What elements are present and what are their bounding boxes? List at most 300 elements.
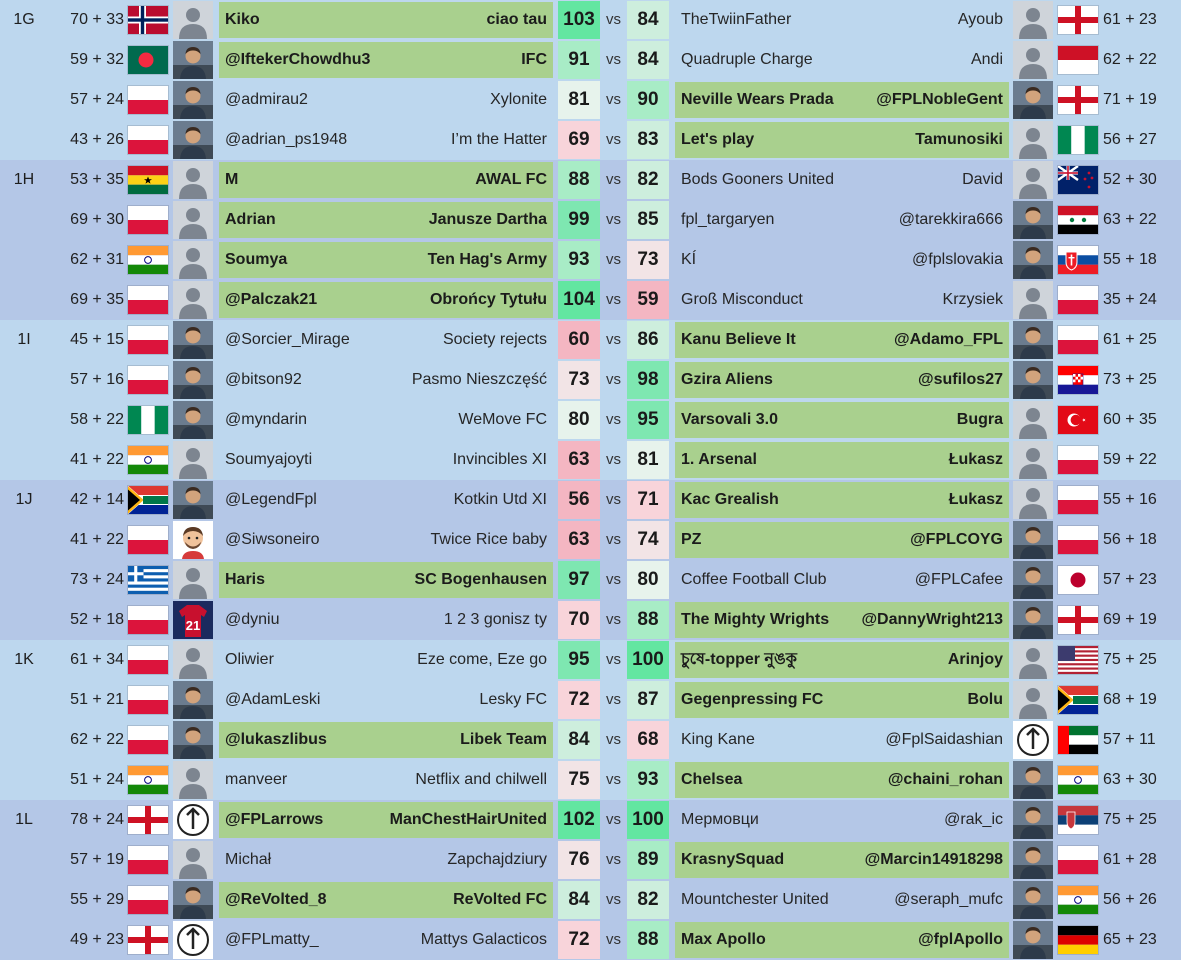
poland-flag-icon xyxy=(128,286,168,314)
default-avatar xyxy=(173,241,213,279)
left-team-cell[interactable] xyxy=(219,642,553,678)
left-team-cell[interactable] xyxy=(219,602,553,638)
right-team-name: KrasnySquad xyxy=(681,851,785,868)
match-row xyxy=(0,120,1181,160)
group-label: 1L xyxy=(15,811,33,828)
right-team-cell[interactable] xyxy=(675,162,1009,198)
right-manager-name: @rak_ic xyxy=(944,811,1003,828)
left-points: 58 + 22 xyxy=(70,411,124,428)
left-points: 51 + 21 xyxy=(70,691,124,708)
left-score: 75 xyxy=(558,761,600,799)
default-avatar xyxy=(173,641,213,679)
left-team-name: Obrońcy Tytułu xyxy=(429,291,547,308)
left-team-cell[interactable] xyxy=(219,122,553,158)
vs-label: vs xyxy=(606,171,621,188)
right-points: 61 + 23 xyxy=(1103,11,1157,28)
left-team-name: WeMove FC xyxy=(458,411,547,428)
right-team-cell[interactable] xyxy=(675,882,1009,918)
left-team-name: Libek Team xyxy=(460,731,547,748)
vs-label: vs xyxy=(606,731,621,748)
left-points: 61 + 34 xyxy=(70,651,124,668)
right-team-name: Quadruple Charge xyxy=(681,51,813,68)
vs-label: vs xyxy=(606,371,621,388)
left-score: 81 xyxy=(558,81,600,119)
right-manager-name: Łukasz xyxy=(948,451,1003,468)
photo-avatar xyxy=(1013,81,1053,119)
left-points: 57 + 24 xyxy=(70,91,124,108)
match-row xyxy=(0,480,1181,520)
germany-flag-icon xyxy=(1058,926,1098,954)
match-row xyxy=(0,680,1181,720)
right-manager-name: @tarekkira666 xyxy=(898,211,1003,228)
left-points: 57 + 19 xyxy=(70,851,124,868)
right-score: 85 xyxy=(627,201,669,239)
left-team-cell[interactable] xyxy=(219,842,553,878)
match-row xyxy=(0,0,1181,40)
default-avatar xyxy=(1013,1,1053,39)
poland-flag-icon xyxy=(128,886,168,914)
left-team-name: ManChestHairUnited xyxy=(389,811,547,828)
south-africa-flag-icon xyxy=(1058,686,1098,714)
right-manager-name: Łukasz xyxy=(948,491,1003,508)
right-team-cell[interactable] xyxy=(675,922,1009,958)
right-points: 61 + 28 xyxy=(1103,851,1157,868)
vs-label: vs xyxy=(606,851,621,868)
left-team-cell[interactable] xyxy=(219,522,553,558)
left-manager-name: @adrian_ps1948 xyxy=(225,131,348,148)
photo-avatar xyxy=(173,321,213,359)
vs-label: vs xyxy=(606,91,621,108)
group-label xyxy=(4,40,44,80)
left-team-cell[interactable] xyxy=(219,162,553,198)
left-team-cell[interactable] xyxy=(219,562,553,598)
poland-flag-icon xyxy=(128,86,168,114)
right-team-name: Varsovali 3.0 xyxy=(681,411,778,428)
left-team-cell[interactable] xyxy=(219,322,553,358)
poland-flag-icon xyxy=(1058,846,1098,874)
right-team-cell[interactable] xyxy=(675,562,1009,598)
right-score: 71 xyxy=(627,481,669,519)
right-team-name: Max Apollo xyxy=(681,931,766,948)
right-manager-name: @FPLCOYG xyxy=(910,531,1003,548)
left-team-cell[interactable] xyxy=(219,202,553,238)
right-points: 65 + 23 xyxy=(1103,931,1157,948)
logo-avatar xyxy=(173,801,213,839)
default-avatar xyxy=(1013,41,1053,79)
left-team-name: SC Bogenhausen xyxy=(414,571,547,588)
poland-flag-icon xyxy=(128,686,168,714)
group-label xyxy=(4,760,44,800)
right-points: 69 + 19 xyxy=(1103,611,1157,628)
photo-avatar xyxy=(1013,521,1053,559)
poland-flag-icon xyxy=(128,126,168,154)
right-team-name: Let's play xyxy=(681,131,755,148)
left-points: 69 + 35 xyxy=(70,291,124,308)
group-label xyxy=(4,520,44,560)
match-row xyxy=(0,320,1181,360)
norway-flag-icon xyxy=(128,6,168,34)
group-label xyxy=(4,360,44,400)
match-row xyxy=(0,520,1181,560)
default-avatar xyxy=(1013,441,1053,479)
right-team-name: fpl_targaryen xyxy=(681,211,775,228)
right-team-name: Kanu Believe It xyxy=(681,331,796,348)
photo-avatar xyxy=(1013,201,1053,239)
group-label xyxy=(4,440,44,480)
vs-label: vs xyxy=(606,491,621,508)
group-label xyxy=(4,120,44,160)
match-row xyxy=(0,880,1181,920)
left-score: 72 xyxy=(558,921,600,959)
default-avatar xyxy=(173,841,213,879)
default-avatar xyxy=(1013,681,1053,719)
right-team-cell[interactable] xyxy=(675,842,1009,878)
left-score: 103 xyxy=(558,1,600,39)
group-label xyxy=(4,680,44,720)
right-team-cell[interactable] xyxy=(675,42,1009,78)
group-label xyxy=(4,600,44,640)
left-team-cell[interactable] xyxy=(219,282,553,318)
right-points: 57 + 23 xyxy=(1103,571,1157,588)
right-score: 100 xyxy=(627,801,669,839)
right-team-cell[interactable] xyxy=(675,642,1009,678)
vs-label: vs xyxy=(606,51,621,68)
right-team-cell[interactable] xyxy=(675,442,1009,478)
photo-avatar xyxy=(173,401,213,439)
right-team-cell[interactable] xyxy=(675,82,1009,118)
right-manager-name: Bugra xyxy=(956,411,1003,428)
left-team-name: Invincibles XI xyxy=(452,451,547,468)
right-team-name: 1. Arsenal xyxy=(681,451,757,468)
group-label xyxy=(4,560,44,600)
default-avatar xyxy=(173,441,213,479)
right-team-cell[interactable] xyxy=(675,762,1009,798)
left-team-cell[interactable] xyxy=(219,682,553,718)
right-points: 63 + 22 xyxy=(1103,211,1157,228)
right-team-cell[interactable] xyxy=(675,602,1009,638)
right-team-cell[interactable] xyxy=(675,242,1009,278)
right-team-cell[interactable] xyxy=(675,322,1009,358)
slovakia-flag-icon xyxy=(1058,246,1098,274)
right-points: 52 + 30 xyxy=(1103,171,1157,188)
photo-avatar xyxy=(1013,561,1053,599)
right-score: 84 xyxy=(627,41,669,79)
left-points: 78 + 24 xyxy=(70,811,124,828)
photo-avatar xyxy=(1013,881,1053,919)
right-points: 71 + 19 xyxy=(1103,91,1157,108)
right-score: 89 xyxy=(627,841,669,879)
default-avatar xyxy=(1013,401,1053,439)
left-team-name: AWAL FC xyxy=(475,171,547,188)
match-row xyxy=(0,360,1181,400)
left-manager-name: @ReVolted_8 xyxy=(225,891,327,908)
left-score: 91 xyxy=(558,41,600,79)
left-team-cell[interactable] xyxy=(219,762,553,798)
japan-flag-icon xyxy=(1058,566,1098,594)
nigeria-flag-icon xyxy=(128,406,168,434)
left-points: 49 + 23 xyxy=(70,931,124,948)
left-manager-name: @myndarin xyxy=(225,411,308,428)
left-team-cell[interactable] xyxy=(219,802,553,838)
left-team-cell[interactable] xyxy=(219,2,553,38)
right-score: 84 xyxy=(627,1,669,39)
right-team-cell[interactable] xyxy=(675,522,1009,558)
right-team-name: Neville Wears Prada xyxy=(681,91,834,108)
left-manager-name: @Sorcier_Mirage xyxy=(225,331,350,348)
photo-avatar xyxy=(1013,601,1053,639)
cartoon-avatar xyxy=(173,521,213,559)
right-manager-name: Andi xyxy=(970,51,1003,68)
photo-avatar xyxy=(1013,241,1053,279)
right-points: 56 + 27 xyxy=(1103,131,1157,148)
right-team-cell[interactable] xyxy=(675,282,1009,318)
vs-label: vs xyxy=(606,291,621,308)
india-flag-icon xyxy=(128,246,168,274)
left-team-cell[interactable] xyxy=(219,882,553,918)
right-team-name: Gzira Aliens xyxy=(681,371,773,388)
india-flag-icon xyxy=(1058,886,1098,914)
right-team-cell[interactable] xyxy=(675,2,1009,38)
match-row xyxy=(0,440,1181,480)
match-row xyxy=(0,840,1181,880)
left-manager-name: manveer xyxy=(225,771,288,788)
photo-avatar xyxy=(173,881,213,919)
south-africa-flag-icon xyxy=(128,486,168,514)
left-manager-name: Kiko xyxy=(225,11,260,28)
group-label: 1K xyxy=(14,651,34,668)
left-score: 80 xyxy=(558,401,600,439)
right-team-cell[interactable] xyxy=(675,682,1009,718)
england-flag-icon xyxy=(1058,6,1098,34)
right-team-cell[interactable] xyxy=(675,482,1009,518)
photo-avatar xyxy=(173,41,213,79)
group-label xyxy=(4,840,44,880)
left-manager-name: Haris xyxy=(225,571,266,588)
left-points: 62 + 31 xyxy=(70,251,124,268)
right-points: 73 + 25 xyxy=(1103,371,1157,388)
vs-label: vs xyxy=(606,531,621,548)
group-label: 1J xyxy=(15,491,33,508)
right-team-cell[interactable] xyxy=(675,122,1009,158)
right-points: 57 + 11 xyxy=(1103,731,1156,748)
right-points: 62 + 22 xyxy=(1103,51,1157,68)
group-label xyxy=(4,400,44,440)
right-score: 59 xyxy=(627,281,669,319)
left-points: 69 + 30 xyxy=(70,211,124,228)
left-score: 93 xyxy=(558,241,600,279)
match-row xyxy=(0,640,1181,680)
poland-flag-icon xyxy=(1058,446,1098,474)
photo-avatar xyxy=(1013,761,1053,799)
left-manager-name: @Siwsoneiro xyxy=(225,531,320,548)
default-avatar xyxy=(1013,481,1053,519)
right-manager-name: @Marcin14918298 xyxy=(864,851,1003,868)
right-score: 90 xyxy=(627,81,669,119)
right-score: 95 xyxy=(627,401,669,439)
left-manager-name: Soumyajoyti xyxy=(225,451,313,468)
default-avatar xyxy=(173,201,213,239)
photo-avatar xyxy=(1013,361,1053,399)
right-points: 35 + 24 xyxy=(1103,291,1157,308)
vs-label: vs xyxy=(606,811,621,828)
nigeria-flag-icon xyxy=(1058,126,1098,154)
right-points: 68 + 19 xyxy=(1103,691,1157,708)
right-score: 93 xyxy=(627,761,669,799)
group-label xyxy=(4,280,44,320)
serbia-flag-icon xyxy=(1058,806,1098,834)
right-manager-name: Arinjoy xyxy=(947,651,1003,668)
right-score: 82 xyxy=(627,881,669,919)
left-team-cell[interactable] xyxy=(219,42,553,78)
left-team-name: Mattys Galacticos xyxy=(420,931,547,948)
group-label xyxy=(4,920,44,960)
jersey-avatar xyxy=(173,601,213,639)
left-score: 63 xyxy=(558,441,600,479)
right-score: 80 xyxy=(627,561,669,599)
right-team-name: Chelsea xyxy=(681,771,743,788)
left-manager-name: @admirau2 xyxy=(225,91,308,108)
right-points: 75 + 25 xyxy=(1103,811,1157,828)
right-team-cell[interactable] xyxy=(675,402,1009,438)
right-team-cell[interactable] xyxy=(675,802,1009,838)
left-team-name: Kotkin Utd XI xyxy=(453,491,547,508)
india-flag-icon xyxy=(128,446,168,474)
right-manager-name: @fplApollo xyxy=(918,931,1003,948)
poland-flag-icon xyxy=(1058,286,1098,314)
right-manager-name: @sufilos27 xyxy=(918,371,1003,388)
right-points: 55 + 16 xyxy=(1103,491,1157,508)
right-manager-name: @chaini_rohan xyxy=(887,771,1003,788)
right-team-name: The Mighty Wrights xyxy=(681,611,830,628)
left-manager-name: @Palczak21 xyxy=(225,291,318,308)
right-team-cell[interactable] xyxy=(675,722,1009,758)
right-team-cell[interactable] xyxy=(675,202,1009,238)
left-team-cell[interactable] xyxy=(219,482,553,518)
left-team-name: ReVolted FC xyxy=(453,891,547,908)
right-score: 81 xyxy=(627,441,669,479)
right-team-name: Мермовци xyxy=(681,811,759,828)
left-team-name: Lesky FC xyxy=(479,691,547,708)
photo-avatar xyxy=(1013,801,1053,839)
left-team-name: Twice Rice baby xyxy=(430,531,547,548)
vs-label: vs xyxy=(606,611,621,628)
left-score: 56 xyxy=(558,481,600,519)
left-team-name: I’m the Hatter xyxy=(450,131,547,148)
match-row xyxy=(0,800,1181,840)
indonesia-flag-icon xyxy=(1058,46,1098,74)
match-row xyxy=(0,920,1181,960)
default-avatar xyxy=(1013,161,1053,199)
left-score: 72 xyxy=(558,681,600,719)
england-flag-icon xyxy=(1058,86,1098,114)
left-manager-name: @FPLmatty_ xyxy=(225,931,319,948)
left-team-name: IFC xyxy=(521,51,547,68)
left-points: 43 + 26 xyxy=(70,131,124,148)
left-score: 76 xyxy=(558,841,600,879)
right-score: 68 xyxy=(627,721,669,759)
photo-avatar xyxy=(173,361,213,399)
poland-flag-icon xyxy=(128,646,168,674)
right-manager-name: Krzysiek xyxy=(942,291,1003,308)
right-manager-name: @fplslovakia xyxy=(912,251,1003,268)
default-avatar xyxy=(1013,641,1053,679)
left-team-cell[interactable] xyxy=(219,362,553,398)
right-score: 100 xyxy=(627,641,669,679)
left-team-cell[interactable] xyxy=(219,722,553,758)
default-avatar xyxy=(173,561,213,599)
right-score: 98 xyxy=(627,361,669,399)
right-points: 59 + 22 xyxy=(1103,451,1157,468)
left-team-cell[interactable] xyxy=(219,242,553,278)
photo-avatar xyxy=(1013,921,1053,959)
left-team-cell[interactable] xyxy=(219,82,553,118)
croatia-flag-icon xyxy=(1058,366,1098,394)
right-manager-name: @Adamo_FPL xyxy=(894,331,1003,348)
right-team-cell[interactable] xyxy=(675,362,1009,398)
default-avatar xyxy=(173,161,213,199)
right-points: 56 + 26 xyxy=(1103,891,1157,908)
vs-label: vs xyxy=(606,131,621,148)
poland-flag-icon xyxy=(128,366,168,394)
right-manager-name: @seraph_mufc xyxy=(894,891,1003,908)
right-points: 61 + 25 xyxy=(1103,331,1157,348)
left-score: 104 xyxy=(558,281,600,319)
photo-avatar xyxy=(1013,841,1053,879)
default-avatar xyxy=(1013,121,1053,159)
match-row xyxy=(0,600,1181,640)
left-team-name: Netflix and chilwell xyxy=(415,771,547,788)
poland-flag-icon xyxy=(1058,486,1098,514)
left-score: 70 xyxy=(558,601,600,639)
left-team-cell[interactable] xyxy=(219,442,553,478)
default-avatar xyxy=(173,1,213,39)
group-label xyxy=(4,240,44,280)
greece-flag-icon xyxy=(128,566,168,594)
right-team-name: চুষে-topper নুঙকু xyxy=(681,651,797,668)
right-score: 73 xyxy=(627,241,669,279)
left-team-cell[interactable] xyxy=(219,402,553,438)
left-manager-name: @dyniu xyxy=(225,611,280,628)
vs-label: vs xyxy=(606,211,621,228)
right-score: 82 xyxy=(627,161,669,199)
default-avatar xyxy=(173,281,213,319)
poland-flag-icon xyxy=(128,846,168,874)
left-points: 70 + 33 xyxy=(70,11,124,28)
group-label xyxy=(4,80,44,120)
match-row xyxy=(0,280,1181,320)
england-flag-icon xyxy=(128,926,168,954)
right-manager-name: @FPLCafee xyxy=(914,571,1003,588)
left-points: 53 + 35 xyxy=(70,171,124,188)
left-manager-name: @LegendFpl xyxy=(225,491,317,508)
right-score: 83 xyxy=(627,121,669,159)
photo-avatar xyxy=(173,681,213,719)
left-points: 52 + 18 xyxy=(70,611,124,628)
group-label: 1H xyxy=(13,171,35,188)
left-team-name: Society rejects xyxy=(442,331,547,348)
poland-flag-icon xyxy=(128,726,168,754)
right-team-name: King Kane xyxy=(681,731,755,748)
turkey-flag-icon xyxy=(1058,406,1098,434)
left-team-cell[interactable] xyxy=(219,922,553,958)
default-avatar xyxy=(173,761,213,799)
left-points: 55 + 29 xyxy=(70,891,124,908)
poland-flag-icon xyxy=(128,526,168,554)
left-score: 102 xyxy=(558,801,600,839)
right-manager-name: @FplSaidashian xyxy=(885,731,1003,748)
match-row xyxy=(0,560,1181,600)
photo-avatar xyxy=(173,121,213,159)
